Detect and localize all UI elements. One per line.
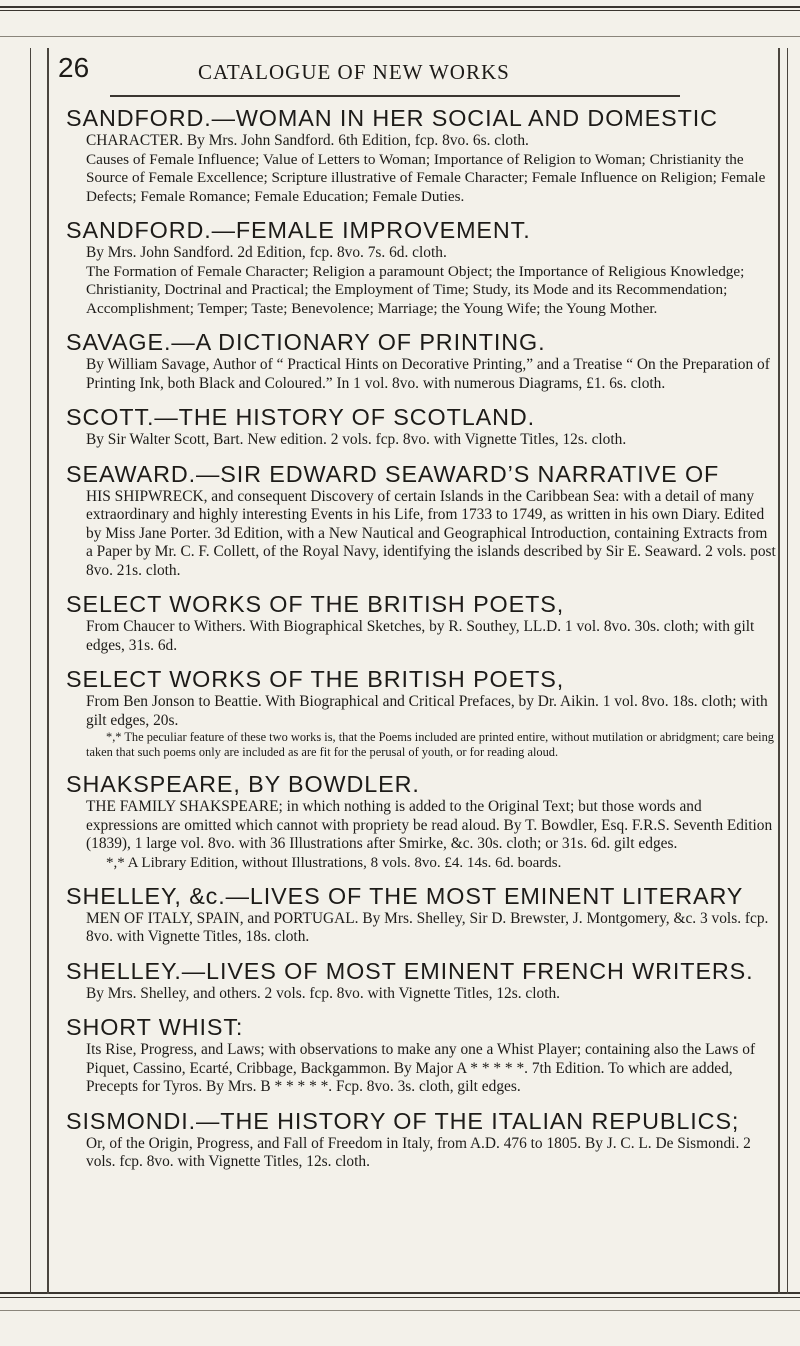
running-title: CATALOGUE OF NEW WORKS: [198, 60, 510, 84]
entry-byline: By Sir Walter Scott, Bart. New edition. 2 vols. fcp. 8vo. with Vignette Titles, 12s. cloth.: [86, 431, 627, 448]
catalogue-entries: [66, 104, 776, 1182]
catalogue-entry: [66, 882, 776, 947]
entry-byline: From Ben Jonson to Beattie. With Biographical and Critical Prefaces, by Dr. Aikin. 1 vol. 8vo. 18s. cloth; with gilt edges, 20s.: [86, 693, 768, 729]
entry-title: SAVAGE.—A DICTIONARY OF PRINTING.: [66, 329, 546, 355]
entry-note: *,* The peculiar feature of these two works is, that the Poems included are printed entire, without mutilation or abridgment; care being taken that such poems only are included as are fit for the perusal of youth, or for reading aloud.: [86, 730, 774, 759]
catalogue-entry: [66, 665, 776, 760]
entry-title: SCOTT.—THE HISTORY OF SCOTLAND.: [66, 404, 536, 430]
entry-byline: Its Rise, Progress, and Laws; with observations to make any one a Whist Player; containing also the Laws of Piquet, Cassino, Ecarté, Cribbage, Backgammon. By Major A * * * * *. 7th Edition. To which are added, Precepts for Tyros. By Mrs. B * * * * *. Fcp. 8vo. 3s. cloth, gilt edges.: [86, 1041, 756, 1095]
entry-byline: By Mrs. John Sandford. 2d Edition, fcp. 8vo. 7s. 6d. cloth.: [86, 244, 447, 261]
entry-byline: CHARACTER. By Mrs. John Sandford. 6th Edition, fcp. 8vo. 6s. cloth.: [86, 132, 529, 149]
entry-byline: By Mrs. Shelley, and others. 2 vols. fcp. 8vo. with Vignette Titles, 12s. cloth.: [86, 984, 561, 1002]
entry-title: SELECT WORKS OF THE BRITISH POETS,: [66, 591, 565, 617]
catalogue-entry: [66, 403, 776, 450]
entry-title: SHELLEY.—LIVES OF MOST EMINENT FRENCH WRITERS.: [66, 957, 754, 984]
left-margin-rule: [30, 48, 31, 1294]
header-rule: [110, 95, 680, 97]
entry-title: SHELLEY, &c.—LIVES OF THE MOST EMINENT LITERARY: [66, 882, 744, 909]
left-border-rule: [47, 48, 49, 1294]
catalogue-entry: [66, 1107, 776, 1172]
entry-byline: By William Savage, Author of “ Practical Hints on Decorative Printing,” and a Treatise “ On the Preparation of Printing Ink, both Black and Coloured.” In 1 vol. 8vo. with numerous Diagrams, £1. 6s. cloth.: [86, 356, 770, 392]
entry-byline: THE FAMILY SHAKSPEARE; in which nothing is added to the Original Text; but those words and expressions are omitted which cannot with propriety be read aloud. By T. Bowdler, Esq. F.R.S. Seventh Edition (1839), 1 large vol. 8vo. with 36 Illustrations after Smirke, &c. 30s. cloth; or 31s. 6d. gilt edges.: [86, 798, 773, 852]
bottom-border-rule-thin: [0, 1297, 800, 1298]
catalogue-entry: [66, 957, 776, 1004]
entry-title: SANDFORD.—WOMAN IN HER SOCIAL AND DOMESTIC: [66, 105, 718, 131]
catalogue-entry: [66, 1013, 776, 1097]
entry-title: SANDFORD.—FEMALE IMPROVEMENT.: [66, 217, 531, 243]
catalogue-entry: [66, 216, 776, 318]
entry-title: SELECT WORKS OF THE BRITISH POETS,: [66, 666, 565, 692]
entry-description: Causes of Female Influence; Value of Letters to Woman; Importance of Religion to Woman; Christianity the Source of Female Excellence; Scripture illustrative of Female Character; Female Influence on Religion; Female Defects; Female Romance; Female Education; Female Duties.: [86, 150, 766, 205]
entry-title: SHAKSPEARE, BY BOWDLER.: [66, 771, 420, 797]
entry-note: *,* A Library Edition, without Illustrations, 8 vols. 8vo. £4. 14s. 6d. boards.: [106, 854, 562, 871]
bottom-outer-rule: [0, 1310, 800, 1311]
right-border-rule: [778, 48, 780, 1294]
bottom-border-rule: [0, 1292, 800, 1294]
top-inner-rule: [0, 36, 800, 37]
catalogue-entry: [66, 590, 776, 655]
page-number: 26: [58, 52, 90, 83]
running-head: [58, 52, 780, 92]
entry-byline: From Chaucer to Withers. With Biographical Sketches, by R. Southey, LL.D. 1 vol. 8vo. 30s. cloth; with gilt edges, 31s. 6d.: [86, 618, 755, 654]
entry-byline: Or, of the Origin, Progress, and Fall of Freedom in Italy, from A.D. 476 to 1805. By J. C. L. De Sismondi. 2 vols. fcp. 8vo. with Vignette Titles, 12s. cloth.: [86, 1134, 751, 1170]
top-border-rule: [0, 6, 800, 8]
catalogue-entry: [66, 328, 776, 393]
entry-byline: MEN OF ITALY, SPAIN, and PORTUGAL. By Mrs. Shelley, Sir D. Brewster, J. Montgomery, &c. 3 vols. fcp. 8vo. with Vignette Titles, 18s. cloth.: [86, 909, 769, 945]
entry-byline: HIS SHIPWRECK, and consequent Discovery of certain Islands in the Caribbean Sea: with a detail of many extraordinary and highly interesting Events in his Life, from 1733 to 1749, as written in his own Diary. Edited by Miss Jane Porter. 3d Edition, with a New Nautical and Geographical Introduction, containing Extracts from a Paper by Mr. C. F. Collett, of the Royal Navy, identifying the islands described by Sir E. Seaward. 2 vols. post 8vo. 21s. cloth.: [86, 487, 776, 579]
catalogue-entry: [66, 104, 776, 206]
entry-title: SISMONDI.—THE HISTORY OF THE ITALIAN REPUBLICS;: [66, 1107, 740, 1134]
top-border-rule-thin: [0, 10, 800, 11]
entry-description: The Formation of Female Character; Religion a paramount Object; the Importance of Religious Knowledge; Christianity, Doctrinal and Practical; the Employment of Time; Study, its Mode and its Recommendation; Accomplishment; Temper; Taste; Benevolence; Marriage; the Young Wife; the Young Mother.: [86, 262, 745, 317]
right-margin-rule: [787, 48, 788, 1294]
catalogue-entry: [66, 460, 776, 581]
entry-title: SHORT WHIST:: [66, 1014, 244, 1040]
entry-title: SEAWARD.—SIR EDWARD SEAWARD’S NARRATIVE OF: [66, 460, 720, 487]
catalogue-entry: [66, 770, 776, 872]
